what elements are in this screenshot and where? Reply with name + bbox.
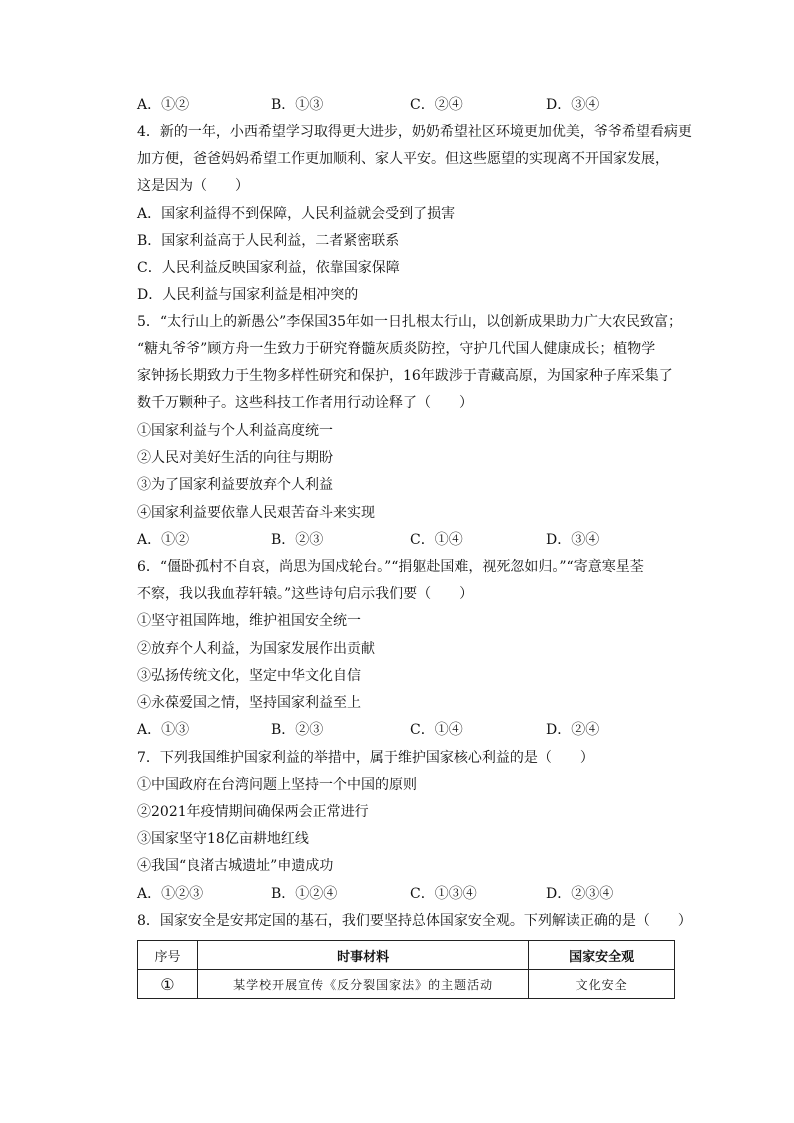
q7-item-1: ①中国政府在台湾问题上坚持一个中国的原则: [137, 777, 417, 793]
q5-options: [137, 529, 657, 551]
q8-stem-line-1: 8．国家安全是安邦定国的基石，我们要坚持总体国家安全观。下列解读正确的是（ ）: [137, 913, 692, 929]
q5-option-a: A．①②: [137, 532, 190, 548]
q4-stem-line-1: 4．新的一年，小西希望学习取得更大进步，奶奶希望社区环境更加优美，爷爷希望看病更: [137, 124, 692, 140]
q3-option-b: B．①③: [271, 97, 324, 113]
q4-choice-a: A．国家利益得不到保障，人民利益就会受到了损害: [137, 206, 456, 222]
q4-choice-d: D．人民利益与国家利益是相冲突的: [137, 287, 359, 303]
q7-option-c: C．①③④: [410, 886, 477, 902]
q3-option-a: A．①②: [137, 97, 190, 113]
q5-stem-line-1: 5．“太行山上的新愚公”李保国35年如一日扎根太行山，以创新成果助力广大农民致富；: [137, 314, 683, 330]
q8-row1-security-view: 文化安全: [529, 970, 675, 999]
q6-stem-line-1: 6．“僵卧孤村不自哀，尚思为国戍轮台。”“捐躯赴国难，视死忽如归。”“寄意寒星荃: [137, 559, 644, 575]
q3-option-d: D．③④: [546, 97, 600, 113]
q5-stem-line-4: 数千万颗种子。这些科技工作者用行动诠释了（ ）: [137, 395, 473, 411]
q6-item-1: ①坚守祖国阵地，维护祖国安全统一: [137, 613, 361, 629]
q6-item-3: ③弘扬传统文化，坚定中华文化自信: [137, 668, 361, 684]
q6-option-b: B．②③: [271, 722, 324, 738]
q8-header-number: 序号: [138, 941, 198, 970]
q5-stem-line-2: “糖丸爷爷”顾方舟一生致力于研究脊髓灰质炎防控，守护几代国人健康成长；植物学: [137, 341, 656, 357]
q6-option-a: A．①③: [137, 722, 190, 738]
q7-item-4: ④我国“良渚古城遗址”申遗成功: [137, 858, 334, 874]
q7-item-2: ②2021年疫情期间确保两会正常进行: [137, 804, 369, 820]
q7-option-a: A．①②③: [137, 886, 204, 902]
q5-item-4: ④国家利益要依靠人民艰苦奋斗来实现: [137, 505, 375, 521]
q6-options: [137, 719, 657, 741]
q7-option-b: B．①②④: [271, 886, 338, 902]
q8-table: [137, 940, 675, 999]
q8-header-security-view: 国家安全观: [529, 941, 675, 970]
q6-option-c: C．①④: [410, 722, 463, 738]
q4-choice-c: C．人民利益反映国家利益，依靠国家保障: [137, 260, 400, 276]
q7-option-d: D．②③④: [546, 886, 614, 902]
q7-item-3: ③国家坚守18亿亩耕地红线: [137, 831, 309, 847]
q6-item-2: ②放弃个人利益，为国家发展作出贡献: [137, 641, 375, 657]
q7-stem-line-1: 7．下列我国维护国家利益的举措中，属于维护国家核心利益的是（ ）: [137, 750, 594, 766]
q8-header-material: 时事材料: [197, 941, 528, 970]
q5-item-3: ③为了国家利益要放弃个人利益: [137, 477, 333, 493]
q3-options: [137, 94, 657, 116]
q5-option-d: D．③④: [546, 532, 600, 548]
q5-stem-line-3: 家钟扬长期致力于生物多样性研究和保护，16年跋涉于青藏高原，为国家种子库采集了: [137, 368, 673, 384]
q3-option-c: C．②④: [410, 97, 463, 113]
q8-table-header-row: [138, 941, 675, 970]
q8-row1-number: ①: [138, 970, 198, 999]
table-row: [138, 970, 675, 999]
q5-item-2: ②人民对美好生活的向往与期盼: [137, 450, 333, 466]
q6-item-4: ④永葆爱国之情，坚持国家利益至上: [137, 695, 361, 711]
q6-option-d: D．②④: [546, 722, 600, 738]
q4-choice-b: B．国家利益高于人民利益，二者紧密联系: [137, 233, 400, 249]
q6-stem-line-2: 不察，我以我血荐轩辕。”这些诗句启示我们要（ ）: [137, 586, 474, 602]
q8-row1-material: 某学校开展宣传《反分裂国家法》的主题活动: [197, 970, 528, 999]
q5-item-1: ①国家利益与个人利益高度统一: [137, 423, 333, 439]
q4-stem-line-3: 这是因为（ ）: [137, 178, 249, 194]
q5-option-b: B．②③: [271, 532, 324, 548]
q5-option-c: C．①④: [410, 532, 463, 548]
q7-options: [137, 883, 657, 905]
q4-stem-line-2: 加方便，爸爸妈妈希望工作更加顺利、家人平安。但这些愿望的实现离不开国家发展，: [137, 151, 669, 167]
